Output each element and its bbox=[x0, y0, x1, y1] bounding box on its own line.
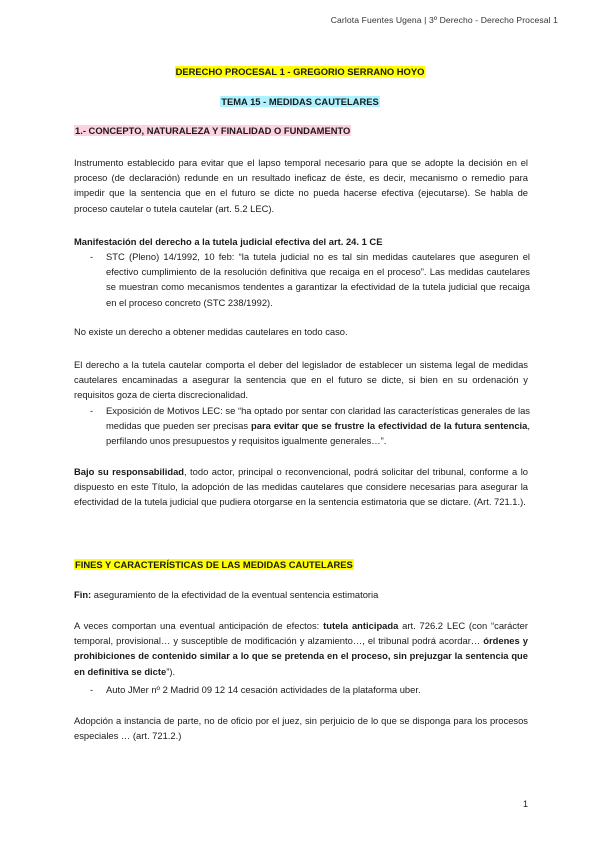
anticipacion-text-mid: art. 726.2 LEC (con “carácter temporal, provisional… y susceptible de modificación y alzamiento…, el tribunal podrá acordar… bbox=[74, 620, 528, 647]
course-title-text: DERECHO PROCESAL 1 - GREGORIO SERRANO HOYO bbox=[175, 66, 425, 77]
list-dash: - bbox=[90, 251, 94, 262]
responsibility-paragraph bbox=[74, 464, 528, 510]
list-dash: - bbox=[90, 405, 94, 416]
section-heading-concept bbox=[74, 125, 351, 136]
running-header: Carlota Fuentes Ugena | 3º Derecho - Derecho Procesal 1 bbox=[330, 15, 558, 25]
list-item-auto bbox=[90, 682, 530, 697]
exposicion-text-start: Exposición de Motivos LEC: se “ha optado por sentar con claridad las características generales de las medidas que pueden ser precisas bbox=[106, 405, 530, 432]
fin-label: Fin: bbox=[74, 589, 92, 600]
list-item-stc-text: STC (Pleno) 14/1992, 10 feb: “la tutela judicial no es tal sin medidas cautelares que aseguren el efectivo cumplimiento de la resolución definitiva que recaiga en el proceso”. Las medidas cautelares se muestran como mecanismos tendentes a garantizar la efectividad de la tutela judicial que recaiga en el proceso concreto (STC 238/1992). bbox=[106, 251, 530, 308]
section-heading-fines bbox=[74, 559, 354, 570]
adoption-paragraph: Adopción a instancia de parte, no de oficio por el juez, sin perjuicio de lo que se disponga para los procesos especiales … (art. 721.2.) bbox=[74, 715, 528, 742]
section-heading-fines-text: FINES Y CARACTERÍSTICAS DE LAS MEDIDAS CAUTELARES bbox=[75, 559, 353, 570]
exposicion-text-end: , perfilando unos presupuestos y requisitos igualmente generales…”. bbox=[106, 420, 530, 447]
list-item-auto-text: Auto JMer nº 2 Madrid 09 12 14 cesación actividades de la plataforma uber. bbox=[106, 684, 421, 695]
exposicion-text-bold: para evitar que se frustre la efectividad de la futura sentencia bbox=[251, 420, 528, 432]
list-item-exposicion bbox=[90, 403, 530, 449]
fin-paragraph bbox=[74, 587, 528, 602]
anticipacion-text-start: A veces comportan una eventual anticipación de efectos: bbox=[74, 620, 324, 631]
list-dash: - bbox=[90, 684, 94, 695]
section-heading-concept-text: 1.- CONCEPTO, NATURALEZA Y FINALIDAD O FUNDAMENTO bbox=[75, 125, 351, 136]
anticipacion-text-end: ”). bbox=[166, 665, 176, 677]
responsibility-bold: Bajo su responsabilidad bbox=[74, 466, 185, 477]
topic-title-text: TEMA 15 - MEDIDAS CAUTELARES bbox=[221, 96, 379, 107]
no-right-paragraph: No existe un derecho a obtener medidas cautelares en todo caso. bbox=[74, 326, 348, 337]
fin-text: aseguramiento de la efectividad de la eventual sentencia estimatoria bbox=[91, 589, 379, 600]
page-number: 1 bbox=[522, 799, 528, 809]
anticipacion-paragraph bbox=[74, 618, 528, 679]
duty-paragraph: El derecho a la tutela cautelar comporta el deber del legislador de establecer un sistema legal de medidas cautelares encaminadas a asegurar la sentencia que en el futuro se dicte, si bien en su ordenación y requisitos goza de cierta discrecionalidad. bbox=[74, 359, 528, 401]
anticipacion-bold-1: tutela anticipada bbox=[323, 620, 399, 631]
anticipacion-bold-2: órdenes y prohibiciones de contenido similar a lo que se pretenda en el proceso, sin prejuzgar la sentencia que en definitiva se dicte bbox=[74, 635, 528, 677]
course-title bbox=[0, 66, 600, 77]
intro-paragraph: Instrumento establecido para evitar que el lapso temporal necesario para que se adopte la decisión en el proceso (de declaración) redunde en un resultado ineficaz de éste, es decir, mecanismo o remedio para impedir que la sentencia que en el futuro se dicte no pueda hacerse efectiva (ejecutarse). Se habla de proceso cautelar o tutela cautelar (art. 5.2 LEC). bbox=[74, 157, 528, 214]
topic-title bbox=[0, 96, 600, 107]
responsibility-text: , todo actor, principal o reconvencional, podrá solicitar del tribunal, conforme a lo dispuesto en este Título, la adopción de las medidas cautelares que considere necesarias para asegurar la efectividad de la tutela judicial que pudiera otorgarse en la sentencia estimatoria que se dictare. (Art. 721.1.). bbox=[74, 466, 528, 508]
list-item-stc bbox=[90, 249, 530, 310]
manifestation-heading: Manifestación del derecho a la tutela judicial efectiva del art. 24. 1 CE bbox=[74, 236, 383, 247]
